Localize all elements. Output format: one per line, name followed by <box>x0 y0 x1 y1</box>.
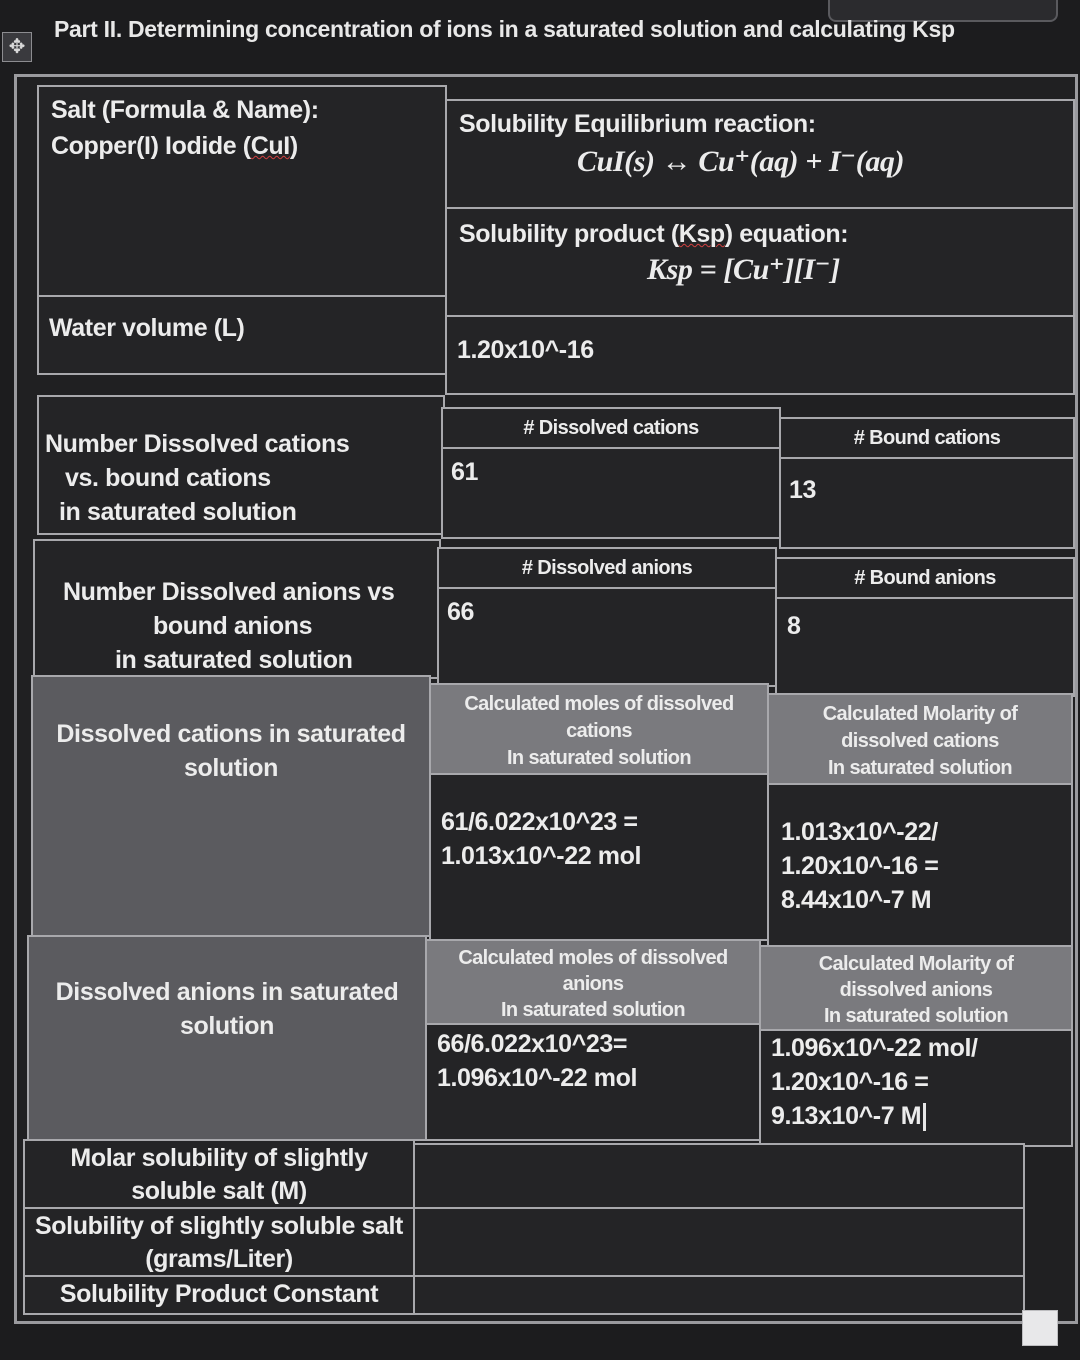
text-cursor-icon <box>923 1103 926 1131</box>
molar-solubility-label-line1: Molar solubility of slightly <box>70 1144 368 1172</box>
cations-bound-value: 13 <box>789 476 817 504</box>
water-volume-value-cell[interactable] <box>445 315 1075 395</box>
ksp-equation: Ksp = [Cu⁺][I⁻] <box>647 253 840 286</box>
cations-count-label-line3: in saturated solution <box>59 498 297 526</box>
cations-dissolved-value: 61 <box>451 458 479 486</box>
anions-molarity-header-line1: Calculated Molarity of <box>818 953 1014 975</box>
move-arrows-icon[interactable]: ✥ <box>2 32 32 62</box>
cations-moles-line2: 1.013x10^-22 mol <box>441 842 641 870</box>
ksp-result-label-cell <box>23 1275 415 1315</box>
anions-bound-value-cell[interactable] <box>775 597 1075 697</box>
cations-dissolved-value-cell[interactable] <box>441 447 781 539</box>
anions-moles-line2: 1.096x10^-22 mol <box>437 1064 637 1092</box>
cations-molarity-header-line2: dissolved cations <box>841 730 999 752</box>
molar-solubility-label-cell <box>23 1139 415 1209</box>
anions-molarity-header-line2: dissolved anions <box>839 979 993 1001</box>
cations-dissolved-header-cell <box>441 407 781 449</box>
anions-count-label-line2: bound anions <box>153 612 313 640</box>
equilibrium-equation: CuI(s) ↔ Cu⁺(aq) + I⁻(aq) <box>577 145 905 178</box>
cations-count-label-line1: Number Dissolved cations <box>45 430 350 458</box>
cations-moles-header-line3: In saturated solution <box>506 747 692 769</box>
molar-solubility-label-line2: soluble salt (M) <box>131 1177 307 1205</box>
ksp-equation-label: Solubility product (Ksp) equation: <box>459 220 849 248</box>
anions-moles-header-cell <box>425 939 761 1025</box>
anions-moles-header-line1: Calculated moles of dissolved <box>458 947 728 969</box>
anions-dissolved-value: 66 <box>447 598 475 626</box>
cations-bound-header: # Bound cations <box>853 427 1001 449</box>
cations-moles-line1: 61/6.022x10^23 = <box>441 808 638 836</box>
ksp-result-value-cell[interactable] <box>413 1275 1025 1315</box>
solubility-gl-label-cell <box>23 1207 415 1277</box>
anions-count-label-cell <box>33 539 441 679</box>
dissolved-anions-label-line1: Dissolved anions in saturated <box>55 978 399 1006</box>
anions-molarity-line2: 1.20x10^-16 = <box>771 1068 929 1096</box>
cations-molarity-header-line3: In saturated solution <box>827 757 1013 779</box>
solubility-gl-value-cell[interactable] <box>413 1207 1025 1277</box>
dissolved-anions-label-cell <box>27 935 427 1141</box>
cations-moles-value-cell[interactable] <box>429 773 769 941</box>
cations-molarity-line3: 8.44x10^-7 M <box>781 886 932 914</box>
resize-handle[interactable] <box>1022 1310 1058 1346</box>
dissolved-cations-label-cell <box>31 675 431 937</box>
anions-moles-line1: 66/6.022x10^23= <box>437 1030 628 1058</box>
cations-molarity-header-cell <box>767 693 1073 785</box>
water-volume-label-cell <box>37 295 447 375</box>
cations-count-label-line2: vs. bound cations <box>65 464 271 492</box>
anions-count-label-line3: in saturated solution <box>115 646 353 674</box>
cations-molarity-line2: 1.20x10^-16 = <box>781 852 939 880</box>
anions-moles-header-line2: anions <box>562 973 624 995</box>
cations-moles-header-line2: cations <box>566 720 632 742</box>
page-title: Part II. Determining concentration of ions in a saturated solution and calculating Ksp <box>54 16 955 42</box>
dissolved-cations-label-line1: Dissolved cations in saturated <box>56 720 406 748</box>
cations-molarity-header-line1: Calculated Molarity of <box>822 703 1018 725</box>
solubility-gl-label-line2: (grams/Liter) <box>145 1245 293 1273</box>
anions-bound-header: # Bound anions <box>854 567 996 589</box>
solubility-gl-label-line1: Solubility of slightly soluble salt <box>35 1212 403 1240</box>
cations-moles-header-line1: Calculated moles of dissolved <box>464 693 734 715</box>
equilibrium-label: Solubility Equilibrium reaction: <box>459 110 816 138</box>
cations-bound-header-cell <box>779 417 1075 459</box>
cations-molarity-value-cell[interactable] <box>767 783 1073 951</box>
dissolved-anions-label-line2: solution <box>179 1012 274 1040</box>
anions-moles-header-line3: In saturated solution <box>500 999 686 1021</box>
anions-dissolved-value-cell[interactable] <box>437 587 777 687</box>
anions-dissolved-header-cell <box>437 547 777 589</box>
cations-dissolved-header: # Dissolved cations <box>523 417 699 439</box>
salt-cell[interactable] <box>37 85 447 297</box>
cations-molarity-line1: 1.013x10^-22/ <box>781 818 938 846</box>
cations-moles-header-cell <box>429 683 769 775</box>
salt-value: Copper(I) Iodide (CuI) <box>51 132 298 160</box>
anions-molarity-value-cell[interactable] <box>759 1029 1073 1147</box>
anions-bound-value: 8 <box>787 612 801 640</box>
anions-molarity-header-cell <box>759 945 1073 1031</box>
dissolved-cations-label-line2: solution <box>183 754 278 782</box>
salt-label: Salt (Formula & Name): <box>51 96 319 124</box>
water-volume-label: Water volume (L) <box>49 314 245 342</box>
anions-dissolved-header: # Dissolved anions <box>521 557 693 579</box>
ksp-equation-cell[interactable] <box>445 207 1075 317</box>
molar-solubility-value-cell[interactable] <box>413 1143 1025 1209</box>
anions-molarity-line3: 9.13x10^-7 M <box>771 1099 926 1133</box>
ksp-result-label: Solubility Product Constant <box>59 1280 379 1308</box>
equilibrium-cell[interactable] <box>445 99 1075 209</box>
anions-moles-value-cell[interactable] <box>425 1023 761 1141</box>
anions-molarity-line1: 1.096x10^-22 mol/ <box>771 1034 978 1062</box>
anions-bound-header-cell <box>775 557 1075 599</box>
water-volume-value: 1.20x10^-16 <box>457 336 594 364</box>
worksheet-table <box>14 74 1078 1324</box>
cations-bound-value-cell[interactable] <box>779 457 1075 549</box>
anions-molarity-header-line3: In saturated solution <box>823 1005 1009 1027</box>
anions-count-label-line1: Number Dissolved anions vs <box>63 578 395 606</box>
cations-count-label-cell <box>37 395 445 535</box>
